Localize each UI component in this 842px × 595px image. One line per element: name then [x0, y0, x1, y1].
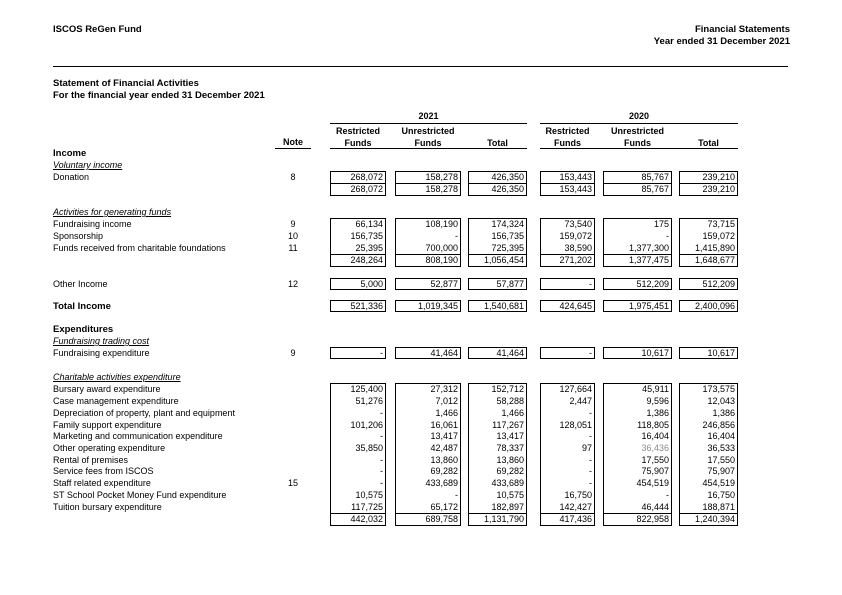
figure-border [468, 300, 527, 312]
row-label: Funds received from charitable foundations [53, 243, 226, 253]
cell-restricted-2021: - [380, 408, 383, 418]
cell-unrestricted-2020: 17,550 [641, 455, 669, 465]
cell-total-2021: 1,466 [501, 408, 524, 418]
figure-border [395, 218, 461, 267]
figure-border [540, 300, 595, 312]
cell-total-2021: 1,540,681 [483, 301, 524, 311]
note-ref: 9 [290, 219, 296, 229]
section-income [0, 148, 842, 160]
section-label: Charitable activities expenditure [53, 372, 181, 382]
year-2021-rule [330, 123, 527, 124]
cell-unrestricted-2021: 700,000 [425, 243, 458, 253]
figure-border [603, 383, 672, 526]
cell-total-2021: 57,877 [496, 279, 524, 289]
note-ref: 11 [288, 243, 298, 253]
header-line: Funds [554, 138, 581, 148]
cell-unrestricted-2021: - [455, 231, 458, 241]
header-line: Unrestricted [610, 126, 664, 136]
cell-restricted-2021: 268,072 [350, 184, 383, 194]
cell-unrestricted-2021: 16,061 [430, 420, 458, 430]
cell-total-2021: 13,417 [496, 431, 524, 441]
cell-unrestricted-2021: 69,282 [430, 466, 458, 476]
subtotal-rule [603, 183, 672, 184]
cell-restricted-2020: 2,447 [569, 396, 592, 406]
figure-border [679, 300, 738, 312]
cell-restricted-2020: 271,202 [559, 255, 592, 265]
figure-border [540, 218, 595, 267]
figure-border [603, 300, 672, 312]
subtotal-rule [468, 513, 527, 514]
cell-restricted-2020: 73,540 [564, 219, 592, 229]
cell-unrestricted-2020: 85,767 [641, 172, 669, 182]
cell-total-2021: 78,337 [496, 443, 524, 453]
subtotal-rule [540, 254, 595, 255]
header-line: Restricted [335, 126, 380, 136]
figure-border [540, 347, 595, 359]
header-line: Funds [414, 138, 442, 148]
year-2020-rule [540, 123, 738, 124]
cell-total-2020: 73,715 [707, 219, 735, 229]
cell-restricted-2021: 101,206 [350, 420, 383, 430]
subtotal-rule [603, 513, 672, 514]
statement-subtitle: For the financial year ended 31 December 2021 [53, 90, 265, 101]
subtotal-rule [395, 183, 461, 184]
year-2020-header: 2020 [628, 111, 650, 121]
cell-total-2021: 426,350 [491, 184, 524, 194]
figure-border [540, 383, 595, 526]
row-label: Other Income [53, 279, 108, 289]
row-label: Total Income [53, 301, 111, 312]
row-label: Bursary award expenditure [53, 384, 161, 394]
note-ref: 10 [287, 231, 298, 241]
cell-restricted-2021: 35,850 [355, 443, 383, 453]
cell-restricted-2020: 142,427 [559, 502, 592, 512]
cell-unrestricted-2021: 689,758 [425, 514, 458, 524]
cell-restricted-2020: - [589, 455, 592, 465]
cell-total-2021: 10,575 [496, 490, 524, 500]
row-label: ST School Pocket Money Fund expenditure [53, 490, 227, 500]
cell-restricted-2020: 417,436 [559, 514, 592, 524]
cell-total-2021: 69,282 [496, 466, 524, 476]
header-line: Funds [344, 138, 372, 148]
note-ref: 8 [290, 172, 296, 182]
cell-unrestricted-2020: 9,596 [646, 396, 669, 406]
cell-restricted-2020: 424,645 [559, 301, 592, 311]
cell-total-2020: 1,386 [712, 408, 735, 418]
row-label: Fundraising expenditure [53, 348, 150, 358]
cell-total-2020: 1,415,890 [694, 243, 735, 253]
cell-total-2021: 58,288 [496, 396, 524, 406]
cell-restricted-2020: - [589, 279, 592, 289]
subtotal-rule [468, 183, 527, 184]
cell-unrestricted-2020: 1,377,300 [628, 243, 669, 253]
subtotal-rule [330, 183, 386, 184]
cell-unrestricted-2020: 16,404 [641, 431, 669, 441]
subtotal-rule [603, 254, 672, 255]
cell-restricted-2020: 128,051 [559, 420, 592, 430]
row-label: Case management expenditure [53, 396, 179, 406]
cell-total-2020: 159,072 [702, 231, 735, 241]
cell-unrestricted-2020: 45,911 [642, 384, 669, 394]
cell-restricted-2020: 127,664 [559, 384, 592, 394]
header-line: Funds [624, 138, 651, 148]
cell-restricted-2021: 51,276 [355, 396, 383, 406]
cell-restricted-2021: 10,575 [355, 490, 383, 500]
cell-restricted-2020: 16,750 [564, 490, 592, 500]
figure-border [603, 218, 672, 267]
cell-restricted-2021: 66,134 [355, 219, 383, 229]
row-label: Rental of premises [53, 455, 129, 465]
cell-total-2020: 188,871 [702, 502, 735, 512]
cell-unrestricted-2021: 41,464 [430, 348, 458, 358]
figure-border [395, 347, 461, 359]
subtotal-rule [679, 513, 738, 514]
cell-unrestricted-2021: 27,312 [430, 384, 458, 394]
row-label: Service fees from ISCOS [53, 466, 154, 476]
cell-total-2021: 426,350 [491, 172, 524, 182]
cell-total-2021: 1,056,454 [483, 255, 524, 265]
cell-total-2020: 246,856 [702, 420, 735, 430]
cell-unrestricted-2021: 158,278 [425, 172, 458, 182]
figure-border [330, 278, 386, 290]
cell-restricted-2021: 156,735 [350, 231, 383, 241]
cell-total-2021: 152,712 [491, 384, 524, 394]
cell-total-2020: 12,043 [707, 396, 735, 406]
cell-restricted-2021: 442,032 [350, 514, 383, 524]
cell-restricted-2021: - [380, 466, 383, 476]
cell-restricted-2020: - [589, 408, 592, 418]
subtotal-rule [395, 254, 461, 255]
figure-border [330, 300, 386, 312]
cell-restricted-2021: - [380, 478, 383, 488]
row-label: Donation [53, 172, 90, 182]
subtotal-rule [679, 183, 738, 184]
cell-unrestricted-2020: - [666, 231, 669, 241]
cell-total-2021: 41,464 [496, 348, 524, 358]
cell-total-2020: 454,519 [702, 478, 735, 488]
cell-total-2020: 16,750 [707, 490, 735, 500]
subtotal-rule [330, 513, 386, 514]
cell-unrestricted-2020: 36,436 [641, 443, 669, 453]
cell-unrestricted-2020: 46,444 [641, 502, 669, 512]
col-2021-unrestricted-header [395, 125, 461, 149]
cell-unrestricted-2020: 822,958 [636, 514, 669, 524]
figure-border [468, 218, 527, 267]
figure-border [603, 347, 672, 359]
section-expenditures [0, 324, 842, 336]
cell-unrestricted-2021: 52,877 [430, 279, 458, 289]
cell-unrestricted-2021: - [455, 490, 458, 500]
cell-restricted-2020: 97 [581, 443, 592, 453]
cell-unrestricted-2020: 454,519 [636, 478, 669, 488]
statement-title: Statement of Financial Activities [53, 78, 199, 89]
cell-restricted-2021: 5,000 [360, 279, 383, 289]
cell-unrestricted-2020: 1,377,475 [628, 255, 669, 265]
cell-restricted-2020: - [589, 431, 592, 441]
row-label: Depreciation of property, plant and equipment [53, 408, 235, 418]
cell-restricted-2021: 248,264 [350, 255, 383, 265]
cell-total-2020: 239,210 [702, 184, 735, 194]
note-column-header: Note [283, 137, 303, 147]
cell-unrestricted-2021: 433,689 [425, 478, 458, 488]
figure-border [330, 383, 386, 526]
row-label: Sponsorship [53, 231, 104, 241]
cell-total-2020: 17,550 [707, 455, 735, 465]
note-ref: 15 [287, 478, 298, 488]
row-label: Family support expenditure [53, 420, 162, 430]
cell-unrestricted-2021: 13,860 [430, 455, 458, 465]
cell-unrestricted-2020: 85,767 [641, 184, 669, 194]
col-2020-restricted-header [540, 125, 595, 149]
subtotal-rule [330, 254, 386, 255]
cell-restricted-2020: 159,072 [559, 231, 592, 241]
cell-unrestricted-2020: - [666, 490, 669, 500]
row-label: Fundraising income [53, 219, 132, 229]
figure-border [395, 383, 461, 526]
subtotal-rule [540, 513, 595, 514]
section-label: Income [53, 148, 87, 159]
section-label: Expenditures [53, 324, 114, 335]
cell-total-2020: 1,648,677 [694, 255, 735, 265]
cell-total-2021: 13,860 [496, 455, 524, 465]
cell-restricted-2020: 38,590 [564, 243, 592, 253]
cell-unrestricted-2020: 1,386 [646, 408, 669, 418]
organisation-name: ISCOS ReGen Fund [53, 24, 142, 35]
cell-restricted-2020: 153,443 [559, 172, 592, 182]
cell-restricted-2021: - [380, 431, 383, 441]
col-2020-total-header: Total [698, 138, 719, 148]
cell-total-2021: 1,131,790 [483, 514, 524, 524]
cell-total-2020: 173,575 [702, 384, 735, 394]
document-header [654, 24, 790, 48]
cell-unrestricted-2021: 108,190 [425, 219, 458, 229]
figure-border [679, 383, 738, 526]
figure-border [395, 300, 461, 312]
statement-title-block [53, 78, 265, 102]
note-ref: 12 [287, 279, 298, 289]
cell-unrestricted-2021: 7,012 [435, 396, 458, 406]
figure-border [603, 278, 672, 290]
cell-unrestricted-2020: 1,975,451 [628, 301, 669, 311]
col-2021-restricted-header [330, 125, 386, 149]
cell-restricted-2021: - [380, 348, 383, 358]
year-2021-header: 2021 [418, 111, 439, 121]
cell-unrestricted-2021: 1,019,345 [417, 301, 458, 311]
cell-unrestricted-2021: 1,466 [435, 408, 458, 418]
cell-total-2020: 75,907 [707, 466, 735, 476]
cell-restricted-2021: 521,336 [350, 301, 383, 311]
cell-total-2021: 156,735 [491, 231, 524, 241]
row-label: Marketing and communication expenditure [53, 431, 223, 441]
cell-total-2020: 1,240,394 [694, 514, 735, 524]
figure-border [679, 278, 738, 290]
section-label: Activities for generating funds [53, 207, 172, 217]
cell-unrestricted-2020: 10,617 [641, 348, 669, 358]
cell-restricted-2021: 117,725 [351, 502, 383, 512]
figure-border [468, 383, 527, 526]
cell-total-2021: 182,897 [491, 502, 524, 512]
figure-border [468, 278, 527, 290]
row-label: Staff related expenditure [53, 478, 151, 488]
row-label: Other operating expenditure [53, 443, 166, 453]
cell-unrestricted-2020: 175 [653, 219, 669, 229]
row-label: Tuition bursary expenditure [53, 502, 162, 512]
cell-restricted-2021: - [380, 455, 383, 465]
cell-restricted-2020: - [589, 348, 592, 358]
cell-total-2020: 239,210 [702, 172, 735, 182]
header-line: Unrestricted [401, 126, 455, 136]
figure-border [330, 218, 386, 267]
cell-restricted-2020: - [589, 478, 592, 488]
figure-border [679, 347, 738, 359]
cell-unrestricted-2021: 13,417 [430, 431, 458, 441]
col-2020-unrestricted-header [603, 125, 672, 149]
cell-restricted-2021: 125,400 [350, 384, 383, 394]
cell-total-2020: 512,209 [702, 279, 735, 289]
figure-border [330, 347, 386, 359]
figure-border [395, 278, 461, 290]
cell-unrestricted-2020: 118,805 [637, 420, 669, 430]
cell-total-2021: 117,267 [492, 420, 524, 430]
cell-unrestricted-2020: 512,209 [636, 279, 669, 289]
cell-unrestricted-2021: 42,487 [430, 443, 458, 453]
col-2021-total-header: Total [487, 138, 508, 148]
document-period: Year ended 31 December 2021 [653, 36, 790, 47]
cell-unrestricted-2020: 75,907 [641, 466, 669, 476]
section-label: Voluntary income [53, 160, 123, 170]
cell-restricted-2021: 25,395 [355, 243, 383, 253]
cell-restricted-2020: - [589, 466, 592, 476]
subtotal-rule [540, 183, 595, 184]
figure-border [468, 347, 527, 359]
figure-border [540, 278, 595, 290]
cell-total-2020: 10,617 [707, 348, 735, 358]
cell-restricted-2021: 268,072 [350, 172, 383, 182]
cell-total-2021: 433,689 [491, 478, 524, 488]
cell-total-2020: 2,400,096 [694, 301, 735, 311]
subtotal-rule [468, 254, 527, 255]
header-divider [53, 66, 788, 67]
note-ref: 9 [290, 348, 296, 358]
cell-unrestricted-2021: 158,278 [425, 184, 458, 194]
cell-restricted-2020: 153,443 [559, 184, 592, 194]
figure-border [679, 218, 738, 267]
cell-total-2021: 174,324 [491, 219, 524, 229]
subtotal-rule [679, 254, 738, 255]
cell-unrestricted-2021: 808,190 [425, 255, 458, 265]
cell-total-2021: 725,395 [491, 243, 524, 253]
cell-unrestricted-2021: 65,172 [430, 502, 458, 512]
section-label: Fundraising trading cost [53, 336, 150, 346]
document-title: Financial Statements [694, 24, 790, 35]
subtotal-rule [395, 513, 461, 514]
cell-total-2020: 16,404 [707, 431, 735, 441]
cell-total-2020: 36,533 [707, 443, 735, 453]
header-line: Restricted [545, 126, 590, 136]
